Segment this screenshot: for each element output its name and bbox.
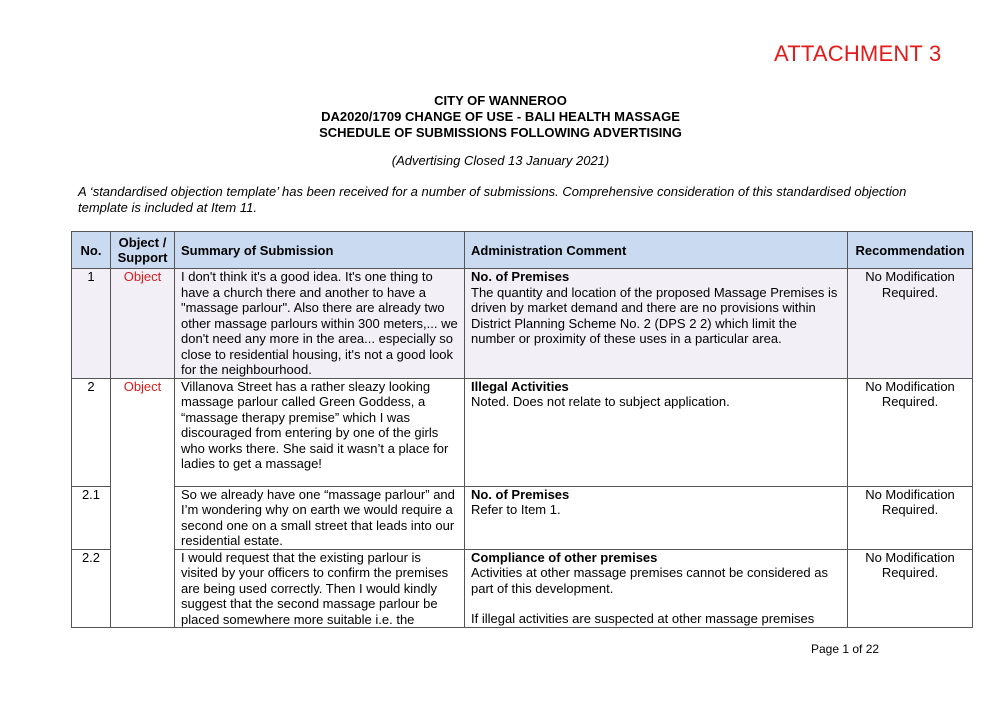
row-summary: Villanova Street has a rather sleazy looking massage parlour called Green Goddess, a “massage therapy premise” which I was discouraged from entering by one of the girls who works there. She said it wasn’t a place for ladies to get a massage! bbox=[175, 378, 465, 486]
table-row bbox=[72, 378, 973, 486]
header-object-support: Object / Support bbox=[111, 232, 175, 269]
submissions-table bbox=[71, 231, 973, 628]
row-stance: Object bbox=[111, 269, 175, 379]
title-line-2: DA2020/1709 CHANGE OF USE - BALI HEALTH MASSAGE bbox=[321, 109, 680, 124]
comment-body: Activities at other massage premises cannot be considered as part of this development. bbox=[471, 565, 828, 596]
title-line-1: CITY OF WANNEROO bbox=[434, 93, 567, 108]
row-recommendation: No Modification Required. bbox=[848, 378, 973, 486]
title-line-3: SCHEDULE OF SUBMISSIONS FOLLOWING ADVERTISING bbox=[319, 125, 682, 140]
row-recommendation: No Modification Required. bbox=[848, 269, 973, 379]
row-admin-comment bbox=[465, 378, 848, 486]
comment-heading: No. of Premises bbox=[471, 486, 570, 502]
intro-note: A ‘standardised objection template’ has been received for a number of submissions. Comprehensive consideration of this standardised objection template is included at Item 11. bbox=[78, 184, 907, 215]
row-admin-comment bbox=[465, 549, 848, 628]
table-row bbox=[72, 549, 973, 628]
document-titles bbox=[0, 93, 1001, 141]
row-summary: I don't think it's a good idea. It's one thing to have a church there and another to have a "massage parlour". Also there are already two other massage parlours within 300 meters,... we don't need any more in the area... especially so close to residential housing, it's not a good look for the neighbourhood. bbox=[175, 269, 465, 379]
comment-body: The quantity and location of the proposed Massage Premises is driven by market demand and there are no provisions within District Planning Scheme No. 2 (DPS 2 2) which limit the number or proximity of these uses in a particular area. bbox=[471, 284, 838, 346]
row-admin-comment bbox=[465, 486, 848, 549]
comment-heading: No. of Premises bbox=[471, 269, 570, 284]
table-row bbox=[72, 269, 973, 379]
comment-body-continued: If illegal activities are suspected at other massage premises bbox=[471, 611, 815, 626]
comment-heading: Compliance of other premises bbox=[471, 549, 658, 565]
comment-body: Refer to Item 1. bbox=[471, 502, 561, 517]
row-recommendation: No Modification Required. bbox=[848, 486, 973, 549]
row-recommendation: No Modification Required. bbox=[848, 549, 973, 628]
row-number: 2.2 bbox=[72, 549, 111, 628]
row-summary: So we already have one “massage parlour” and I’m wondering why on earth we would require a second one on a small street that leads into our residential estate. bbox=[175, 486, 465, 549]
header-admin-comment: Administration Comment bbox=[465, 232, 848, 269]
attachment-label: ATTACHMENT 3 bbox=[774, 41, 942, 66]
table-row bbox=[72, 486, 973, 549]
row-admin-comment bbox=[465, 269, 848, 379]
row-summary: I would request that the existing parlour is visited by your officers to confirm the premises are being used correctly. Then I would kindly suggest that the second massage parlour be placed somewhere more suitable i.e. the bbox=[175, 549, 465, 628]
comment-heading: Illegal Activities bbox=[471, 378, 569, 394]
row-number: 1 bbox=[72, 269, 111, 379]
comment-body: Noted. Does not relate to subject application. bbox=[471, 394, 730, 409]
header-recommendation: Recommendation bbox=[848, 232, 973, 269]
table-header-row bbox=[72, 232, 973, 269]
row-number: 2.1 bbox=[72, 486, 111, 549]
advertising-closed: (Advertising Closed 13 January 2021) bbox=[391, 153, 610, 168]
page-number: Page 1 of 22 bbox=[811, 642, 880, 656]
header-summary: Summary of Submission bbox=[175, 232, 465, 269]
row-number: 2 bbox=[72, 378, 111, 486]
row-stance: Object bbox=[111, 378, 175, 628]
header-no: No. bbox=[72, 232, 111, 269]
